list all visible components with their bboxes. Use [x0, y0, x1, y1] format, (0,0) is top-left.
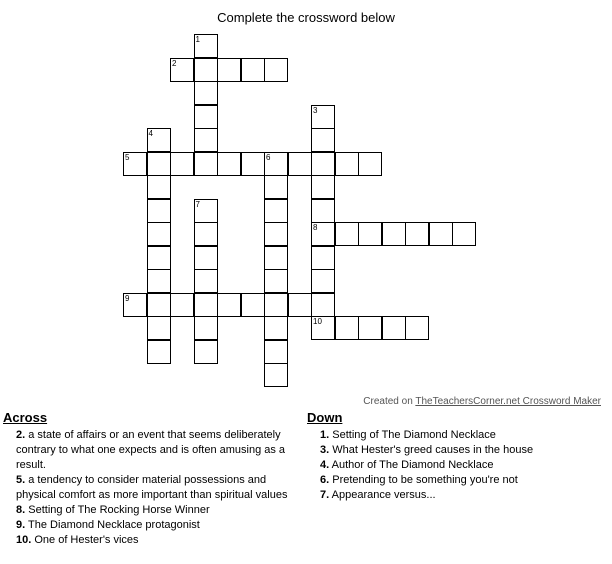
grid-cell[interactable] [217, 58, 241, 82]
grid-cell[interactable] [405, 316, 429, 340]
clue-down-6: 6. Pretending to be something you're not [320, 474, 518, 486]
page-title: Complete the crossword below [217, 10, 395, 25]
grid-cell[interactable] [194, 222, 218, 246]
grid-cell[interactable] [123, 293, 147, 317]
across-heading: Across [3, 410, 48, 425]
clue-number: 4 [148, 129, 153, 138]
grid-cell[interactable] [264, 199, 288, 223]
grid-cell[interactable] [194, 128, 218, 152]
grid-cell[interactable] [288, 152, 312, 176]
grid-cell[interactable] [311, 316, 335, 340]
grid-cell[interactable] [147, 316, 171, 340]
grid-cell[interactable] [147, 246, 171, 270]
grid-cell[interactable] [194, 34, 218, 58]
clue-across-5: 5. a tendency to consider material possessions and physical comfort as more important than spiritual values [16, 474, 288, 501]
grid-cell[interactable] [170, 152, 194, 176]
grid-cell[interactable] [288, 293, 312, 317]
clue-number: 1 [195, 35, 200, 44]
credit-prefix: Created on [363, 396, 416, 407]
clue-number: 2 [172, 58, 177, 68]
grid-cell[interactable] [264, 316, 288, 340]
grid-cell[interactable] [264, 269, 288, 293]
grid-cell[interactable] [241, 58, 265, 82]
grid-cell[interactable] [170, 58, 194, 82]
clue-down-1: 1. Setting of The Diamond Necklace [320, 429, 496, 441]
grid-cell[interactable] [311, 175, 335, 199]
grid-cell[interactable] [147, 128, 171, 152]
grid-cell[interactable] [358, 316, 382, 340]
clue-down-3: 3. What Hester's greed causes in the house [320, 444, 534, 456]
grid-cell[interactable] [311, 105, 335, 129]
grid-cell[interactable] [217, 152, 241, 176]
grid-cell[interactable] [147, 222, 171, 246]
clue-number: 6 [266, 152, 271, 162]
grid-cell[interactable] [452, 222, 476, 246]
grid-cell[interactable] [429, 222, 453, 246]
grid-cell[interactable] [264, 175, 288, 199]
grid-cell[interactable] [194, 269, 218, 293]
grid-cell[interactable] [241, 152, 265, 176]
clue-across-8: 8. Setting of The Rocking Horse Winner [16, 504, 210, 516]
grid-cell[interactable] [217, 293, 241, 317]
grid-cell[interactable] [194, 246, 218, 270]
grid-cell[interactable] [194, 58, 218, 82]
grid-cell[interactable] [147, 199, 171, 223]
clue-down-7: 7. Appearance versus... [320, 489, 436, 501]
grid-cell[interactable] [241, 293, 265, 317]
grid-cell[interactable] [405, 222, 429, 246]
clue-number: 7 [195, 199, 200, 209]
grid-cell[interactable] [311, 199, 335, 223]
grid-cell[interactable] [194, 316, 218, 340]
grid-cell[interactable] [358, 222, 382, 246]
clue-down-4: 4. Author of The Diamond Necklace [320, 459, 494, 471]
grid-cell[interactable] [264, 58, 288, 82]
grid-cell[interactable] [358, 152, 382, 176]
clue-number: 3 [313, 105, 318, 115]
grid-cell[interactable] [264, 340, 288, 364]
grid-cell[interactable] [311, 246, 335, 270]
grid-cell[interactable] [264, 152, 288, 176]
grid-cell[interactable] [335, 316, 359, 340]
grid-cell[interactable] [194, 340, 218, 364]
grid-cell[interactable] [194, 81, 218, 105]
clue-number: 10 [313, 317, 322, 326]
grid-cell[interactable] [311, 152, 335, 176]
grid-cell[interactable] [194, 152, 218, 176]
clue-across-10: 10. One of Hester's vices [16, 534, 139, 546]
grid-cell[interactable] [311, 222, 335, 246]
grid-cell[interactable] [264, 222, 288, 246]
clue-number: 8 [313, 223, 318, 232]
grid-cell[interactable] [311, 293, 335, 317]
down-clues [320, 428, 600, 503]
grid-cell[interactable] [147, 152, 171, 176]
across-clues [16, 428, 301, 548]
grid-cell[interactable] [147, 293, 171, 317]
grid-cell[interactable] [335, 152, 359, 176]
grid-cell[interactable] [311, 128, 335, 152]
grid-cell[interactable] [194, 105, 218, 129]
clue-across-2: 2. a state of affairs or an event that seems deliberately contrary to what one expects and is often amusing as a result. [16, 429, 286, 471]
down-heading: Down [307, 410, 343, 425]
grid-cell[interactable] [147, 269, 171, 293]
grid-cell[interactable] [194, 293, 218, 317]
grid-cell[interactable] [382, 316, 406, 340]
credit-line [363, 396, 601, 407]
credit-link[interactable]: TheTeachersCorner.net Crossword Maker [415, 396, 601, 407]
grid-cell[interactable] [170, 293, 194, 317]
clue-across-9: 9. The Diamond Necklace protagonist [16, 519, 200, 531]
grid-cell[interactable] [147, 340, 171, 364]
grid-cell[interactable] [264, 363, 288, 387]
grid-cell[interactable] [335, 222, 359, 246]
grid-cell[interactable] [382, 222, 406, 246]
grid-cell[interactable] [264, 246, 288, 270]
grid-cell[interactable] [194, 199, 218, 223]
grid-cell[interactable] [123, 152, 147, 176]
grid-cell[interactable] [311, 269, 335, 293]
grid-cell[interactable] [147, 175, 171, 199]
grid-cell[interactable] [264, 293, 288, 317]
clue-number: 5 [125, 152, 130, 162]
clue-number: 9 [125, 293, 130, 303]
